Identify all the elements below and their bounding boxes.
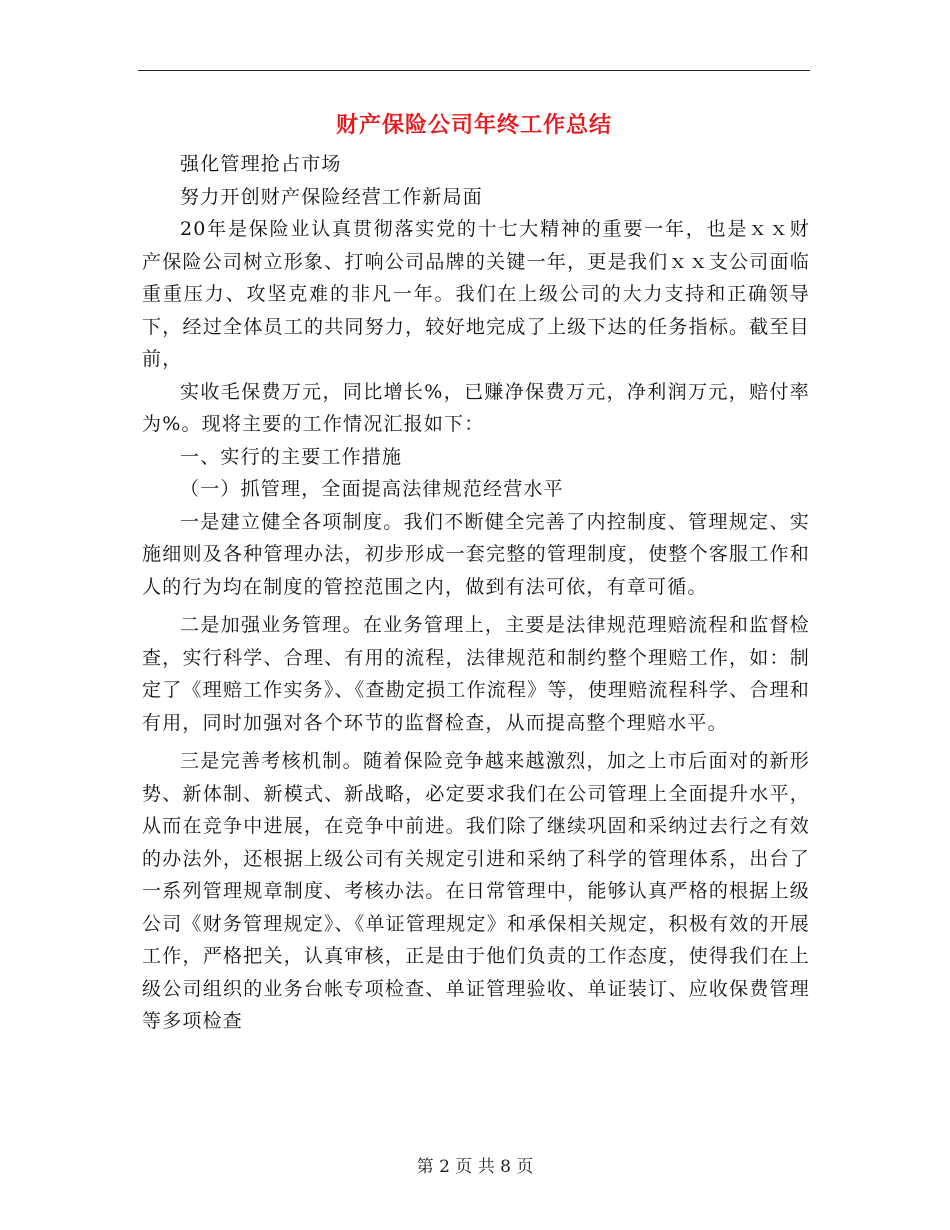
- paragraph-item-1: 一是建立健全各项制度。我们不断健全完善了内控制度、管理规定、实施细则及各种管理办法，初步形成一套完整的管理制度，使整个客服工作和人的行为均在制度的管控范围之内，做到有法可依，有章可循。: [142, 510, 810, 598]
- header-rule: [138, 70, 810, 71]
- paragraph-subtitle-2: 努力开创财产保险经营工作新局面: [180, 185, 484, 208]
- paragraph-intro: 20年是保险业认真贯彻落实党的十七大精神的重要一年，也是ｘｘ财产保险公司树立形象、打响公司品牌的关键一年，更是我们ｘｘ支公司面临重重压力、攻坚克难的非凡一年。我们在上级公司的大力支持和正确领导下，经过全体员工的共同努力，较好地完成了上级下达的任务指标。截至目前，: [142, 218, 810, 370]
- paragraph-item-2: 二是加强业务管理。在业务管理上，主要是法律规范理赔流程和监督检查，实行科学、合理、有用的流程，法律规范和制约整个理赔工作，如：制定了《理赔工作实务》、《查勘定损工作流程》等，使理赔流程科学、合理和有用，同时加强对各个环节的监督检查，从而提高整个理赔水平。: [142, 614, 810, 734]
- paragraph-item-3: 三是完善考核机制。随着保险竞争越来越激烈，加之上市后面对的新形势、新体制、新模式、新战略，必定要求我们在公司管理上全面提升水平，从而在竞争中进展，在竞争中前进。我们除了继续巩固和采纳过去行之有效的办法外，还根据上级公司有关规定引进和采纳了科学的管理体系，出台了一系列管理规章制度、考核办法。在日常管理中，能够认真严格的根据上级公司《财务管理规定》、《单证管理规定》和承保相关规定，积极有效的开展工作，严格把关，认真审核，正是由于他们负责的工作态度，使得我们在上级公司组织的业务台帐专项检查、单证管理验收、单证装订、应收保费管理等多项检查: [142, 750, 810, 1032]
- document-title: 财产保险公司年终工作总结: [335, 112, 612, 138]
- paragraph-figures: 实收毛保费万元，同比增长%，已赚净保费万元，净利润万元，赔付率为%。现将主要的工作情况汇报如下：: [142, 380, 810, 435]
- paragraph-subtitle-1: 强化管理抢占市场: [180, 153, 342, 175]
- section-heading: 一、实行的主要工作措施: [180, 445, 403, 468]
- document-body: [142, 148, 810, 1038]
- page-number: 第 2 页 共 8 页: [416, 1157, 534, 1177]
- subsection-heading: （一）抓管理，全面提高法律规范经营水平: [180, 478, 564, 500]
